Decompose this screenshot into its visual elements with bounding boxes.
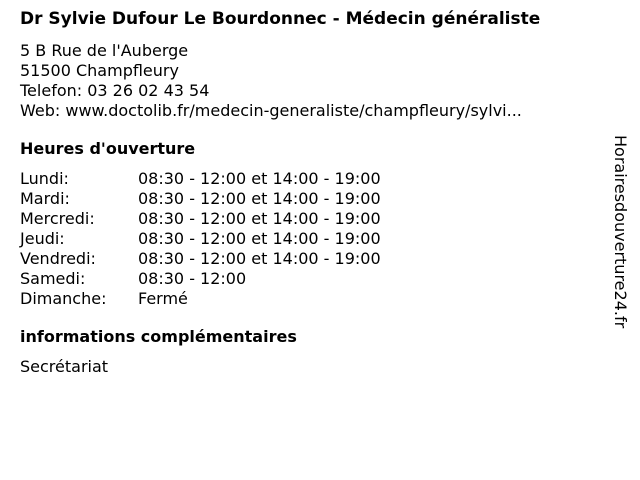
day-label: Mercredi: (20, 209, 95, 228)
day-label: Lundi: (20, 169, 69, 188)
day-hours: Fermé (138, 289, 188, 308)
phone-number: Telefon: 03 26 02 43 54 (20, 81, 210, 100)
day-label: Dimanche: (20, 289, 107, 308)
additional-info-text: Secrétariat (20, 357, 109, 376)
day-hours: 08:30 - 12:00 et 14:00 - 19:00 (138, 189, 381, 208)
day-hours: 08:30 - 12:00 et 14:00 - 19:00 (138, 209, 381, 228)
city: 51500 Champfleury (20, 61, 179, 80)
address-block (20, 41, 605, 121)
page-title: Dr Sylvie Dufour Le Bourdonnec - Médecin généraliste (20, 9, 541, 29)
hours-row-monday (20, 169, 605, 189)
hours-row-sunday (20, 289, 605, 309)
day-label: Samedi: (20, 269, 86, 288)
opening-hours-table (20, 169, 605, 309)
website-link[interactable]: Web: www.doctolib.fr/medecin-generaliste/champfleury/sylvi... (20, 101, 522, 120)
day-hours: 08:30 - 12:00 et 14:00 - 19:00 (138, 249, 381, 268)
opening-hours-heading: Heures d'ouverture (20, 139, 196, 158)
hours-row-wednesday (20, 209, 605, 229)
additional-info-heading: informations complémentaires (20, 327, 297, 346)
day-hours: 08:30 - 12:00 (138, 269, 247, 288)
day-label: Jeudi: (20, 229, 65, 248)
day-hours: 08:30 - 12:00 et 14:00 - 19:00 (138, 229, 381, 248)
main-content (20, 9, 605, 377)
hours-row-tuesday (20, 189, 605, 209)
hours-row-thursday (20, 229, 605, 249)
street-address: 5 B Rue de l'Auberge (20, 41, 189, 60)
hours-row-friday (20, 249, 605, 269)
day-label: Mardi: (20, 189, 70, 208)
day-hours: 08:30 - 12:00 et 14:00 - 19:00 (138, 169, 381, 188)
hours-row-saturday (20, 269, 605, 289)
day-label: Vendredi: (20, 249, 96, 268)
site-watermark: Horairesdouverture24.fr (611, 135, 630, 329)
